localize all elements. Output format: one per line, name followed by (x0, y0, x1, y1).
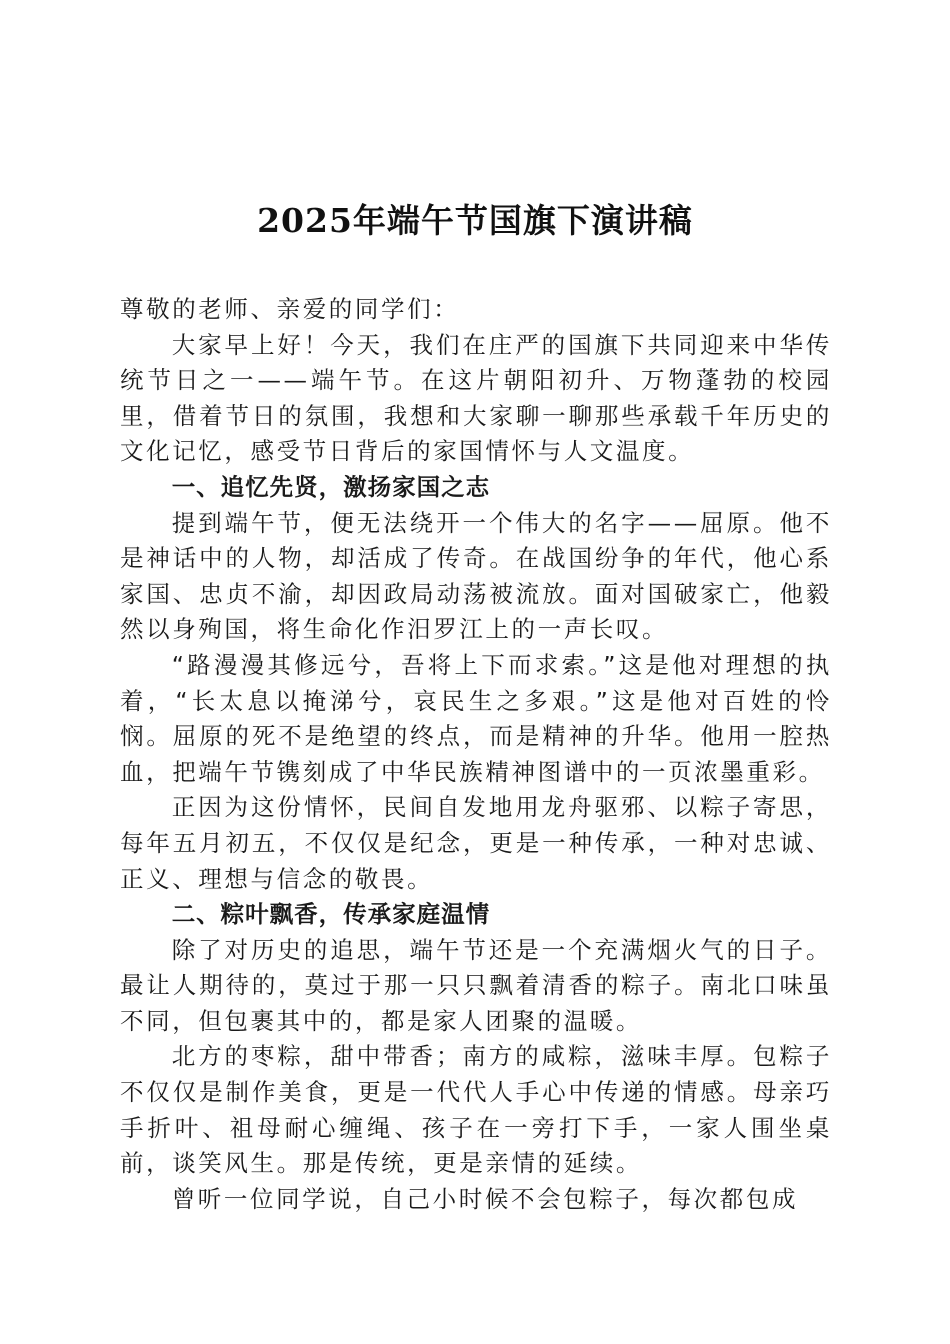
document-title: 2025年端午节国旗下演讲稿 (257, 201, 693, 240)
paragraph-quote: “路漫漫其修远兮，吾将上下而求索。”这是他对理想的执着，“长太息以掩涕兮，哀民生之多艰。”这是他对百姓的怜悯。屈原的死不是绝望的终点，而是精神的升华。他用一腔热血，把端午节镌刻成了中华民族精神图谱中的一页浓墨重彩。 (120, 650, 832, 786)
paragraph-classmate: 曾听一位同学说，自己小时候不会包粽子，每次都包成 (171, 1184, 799, 1213)
salutation: 尊敬的老师、亲爱的同学们： (120, 295, 460, 323)
section-heading-2: 二、粽叶飘香，传承家庭温情 (171, 900, 491, 929)
paragraph-zongzi: 除了对历史的追思，端午节还是一个充满烟火气的日子。最让人期待的，莫过于那一只只飘着清香的粽子。南北口味虽不同，但包裹其中的，都是家人团聚的温暖。 (120, 935, 832, 1035)
paragraph-greeting: 大家早上好！今天，我们在庄严的国旗下共同迎来中华传统节日之一——端午节。在这片朝阳初升、万物蓬勃的校园里，借着节日的氛围，我想和大家聊一聊那些承载千年历史的文化记忆，感受节日背后的家国情怀与人文温度。 (120, 330, 832, 466)
paragraph-quyuan: 提到端午节，便无法绕开一个伟大的名字——屈原。他不是神话中的人物，却活成了传奇。在战国纷争的年代，他心系家国、忠贞不渝，却因政局动荡被流放。面对国破家亡，他毅然以身殉国，将生命化作汨罗江上的一声长叹。 (120, 508, 832, 644)
paragraph-tradition: 正因为这份情怀，民间自发地用龙舟驱邪、以粽子寄思，每年五月初五，不仅仅是纪念，更是一种传承，一种对忠诚、正义、理想与信念的敬畏。 (120, 793, 832, 893)
section-heading-1: 一、追忆先贤，激扬家国之志 (171, 472, 491, 501)
paragraph-north-south: 北方的枣粽，甜中带香；南方的咸粽，滋味丰厚。包粽子不仅仅是制作美食，更是一代代人手心中传递的情感。母亲巧手折叶、祖母耐心缠绳、孩子在一旁打下手，一家人围坐桌前，谈笑风生。那是传统，更是亲情的延续。 (120, 1042, 832, 1178)
document-body (120, 292, 832, 1217)
